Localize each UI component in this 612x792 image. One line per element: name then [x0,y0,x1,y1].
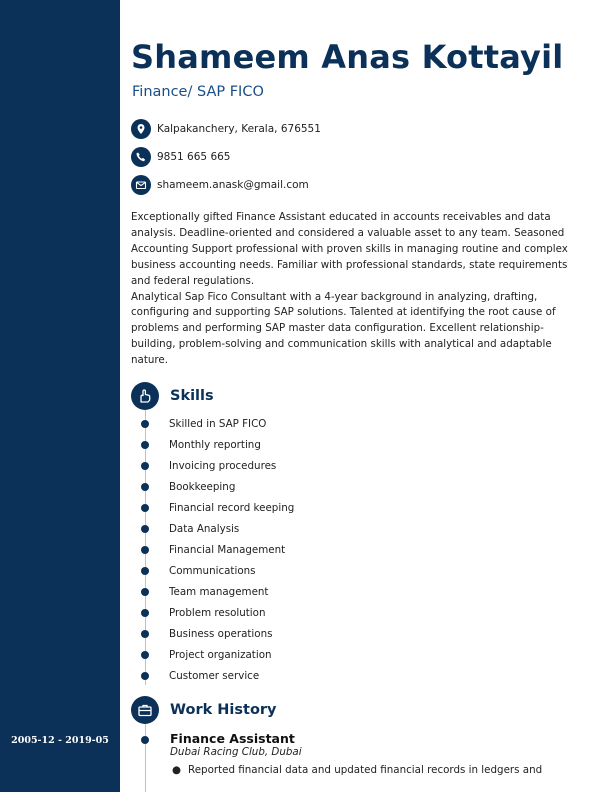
briefcase-icon [131,696,159,724]
bullet-dot [141,609,149,617]
summary-paragraph-1: Exceptionally gifted Finance Assistant educated in accounts receivables and data analysis. Deadline-oriented and considered a valuable asset to any team. Seasoned Accounting Support professional with proven skills in managing routine and complex business accounting needs. Familiar with professional standards, state requirements and federal regulations. [131,211,568,287]
bullet-dot [141,525,149,533]
email-text[interactable]: shameem.anask@gmail.com [157,179,309,191]
email-icon [131,175,151,195]
bullet-dot [141,546,149,554]
bullet-dot [141,504,149,512]
job-bullet [172,764,542,776]
location-icon [131,119,151,139]
skill-item: Financial Management [140,543,285,557]
bullet-dot [141,462,149,470]
skill-item: Data Analysis [140,522,239,536]
skill-item: Bookkeeping [140,480,235,494]
skill-item: Business operations [140,627,272,641]
bullet-dot [141,672,149,680]
bullet-glyph: ● [172,764,181,776]
phone-icon [131,147,151,167]
bullet-dot [141,630,149,638]
bullet-dot [141,483,149,491]
bullet-dot [141,420,149,428]
sidebar [0,0,120,792]
job-dates: 2005-12 - 2019-05 [11,735,109,746]
bullet-dot [141,588,149,596]
contact-phone [131,147,230,167]
job-bullet-text: Reported financial data and updated financial records in ledgers and [188,764,543,776]
skill-item: Invoicing procedures [140,459,276,473]
skill-item: Project organization [140,648,272,662]
skill-item: Monthly reporting [140,438,261,452]
professional-summary [131,210,583,369]
skill-item: Skilled in SAP FICO [140,417,266,431]
skills-heading: Skills [170,388,214,404]
contact-email[interactable] [131,175,309,195]
skills-hand-icon [131,382,159,410]
phone-text: 9851 665 665 [157,151,231,163]
bullet-dot [141,567,149,575]
address-text: Kalpakanchery, Kerala, 676551 [157,123,321,135]
job-dot [141,736,149,744]
work-history-heading: Work History [170,702,277,718]
summary-paragraph-2: Analytical Sap Fico Consultant with a 4-year background in analyzing, drafting, configuring and supporting SAP solutions. Talented at identifying the root cause of problems and performing SAP master data configuration. Excellent relationship-building, problem-solving and communication skills with analytical and adaptable nature. [131,290,556,367]
work-timeline [145,724,146,792]
candidate-name: Shameem Anas Kottayil [131,38,564,76]
job-title-headline: Finance/ SAP FICO [132,84,264,100]
skill-item: Communications [140,564,256,578]
skill-item: Financial record keeping [140,501,294,515]
skill-item: Problem resolution [140,606,266,620]
contact-address [131,119,321,139]
skill-item: Customer service [140,669,259,683]
job-title: Finance Assistant [170,731,295,746]
bullet-dot [141,651,149,659]
skill-item: Team management [140,585,268,599]
job-company: Dubai Racing Club, Dubai [170,746,302,758]
bullet-dot [141,441,149,449]
